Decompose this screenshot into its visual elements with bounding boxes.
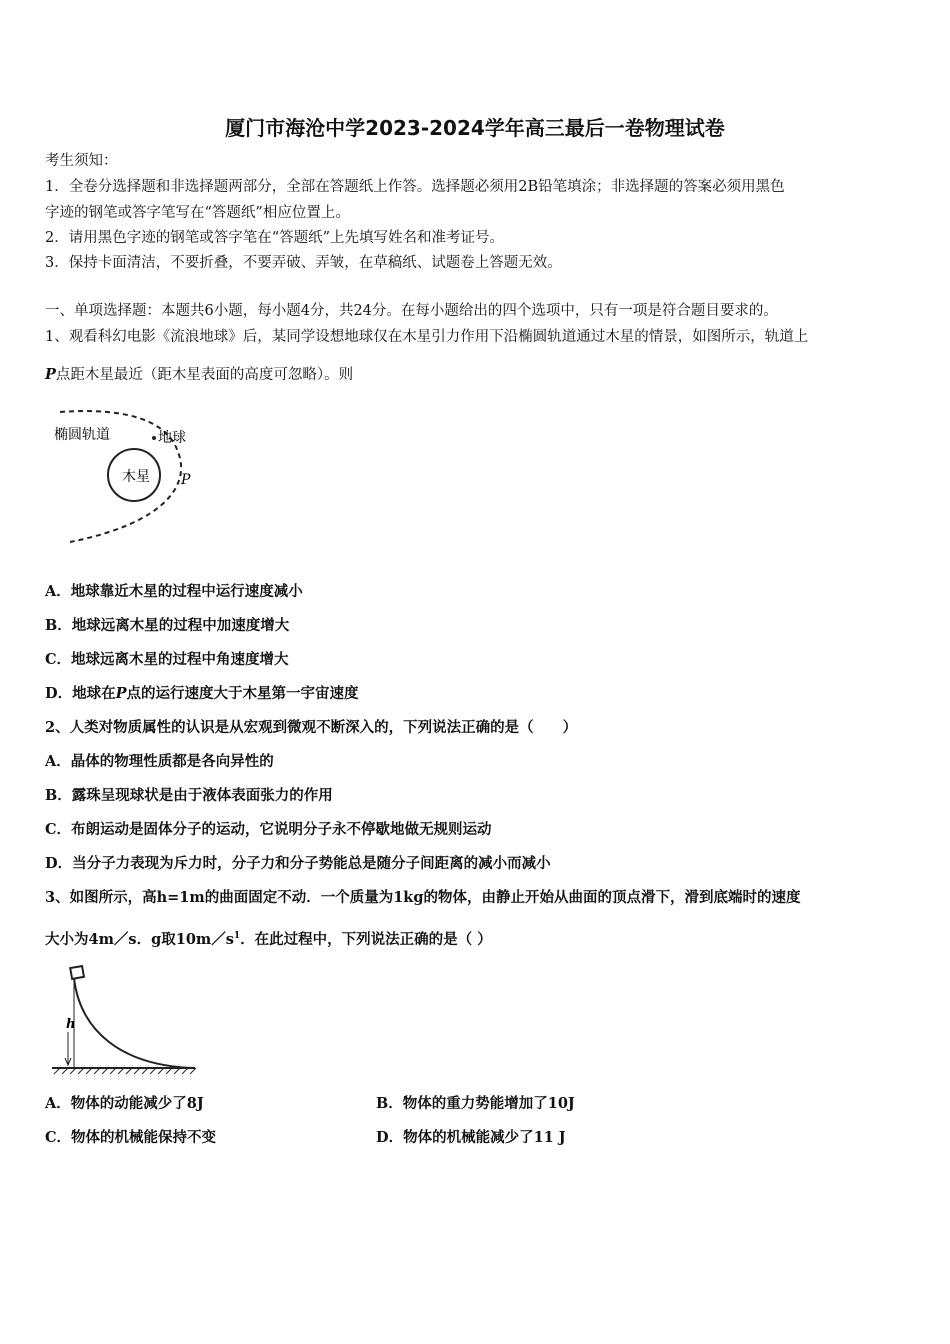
earth-label: 地球 — [158, 430, 186, 446]
point-p-figure-label: P — [181, 472, 191, 488]
section-heading: 一、单项选择题：本题共6小题，每小题4分，共24分。在每小题给出的四个选项中，只有一项是符合题目要求的。 — [45, 303, 778, 319]
q2-option-a: A．晶体的物理性质都是各向异性的 — [45, 753, 274, 770]
question-3-stem-cont — [45, 926, 492, 950]
q3-stem-text-b: ．在此过程中，下列说法正确的是（ ） — [240, 930, 492, 948]
block-object — [70, 966, 84, 979]
q1-option-a: A．地球靠近木星的过程中运行速度减小 — [45, 583, 303, 600]
notice-item: 字迹的钢笔或答字笔写在“答题纸”相应位置上。 — [45, 205, 350, 221]
q3-option-c: C．物体的机械能保持不变 — [45, 1129, 217, 1146]
q1-option-d-prefix: D．地球在 — [45, 685, 116, 702]
q1-option-c: C．地球远离木星的过程中角速度增大 — [45, 651, 289, 668]
question-1-stem: 1、观看科幻电影《流浪地球》后，某同学设想地球仅在木星引力作用下沿椭圆轨道通过木星的情景，如图所示，轨道上 — [45, 329, 809, 345]
notice-item: 3．保持卡面清洁，不要折叠，不要弄破、弄皱，在草稿纸、试题卷上答题无效。 — [45, 255, 562, 271]
q3-stem-text-a: 大小为4m／s．g取10m／s — [45, 930, 234, 948]
q3-option-b: B．物体的重力势能增加了10J — [376, 1095, 575, 1112]
q2-option-d: D．当分子力表现为斥力时，分子力和分子势能总是随分子间距离的减小而减小 — [45, 855, 551, 872]
q3-option-a: A．物体的动能减少了8J — [45, 1095, 204, 1112]
page-title: 厦门市海沧中学2023-2024学年高三最后一卷物理试卷 — [225, 116, 725, 140]
q1-option-d — [45, 684, 358, 704]
slope-figure — [50, 960, 200, 1080]
jupiter-label: 木星 — [122, 469, 150, 485]
question-3-stem: 3、如图所示，高h=1m的曲面固定不动．一个质量为1kg的物体，由静止开始从曲面的顶点滑下，滑到底端时的速度 — [45, 889, 801, 906]
question-1-stem-cont — [45, 365, 353, 385]
q1-option-b: B．地球远离木星的过程中加速度增大 — [45, 617, 290, 634]
q2-option-c: C．布朗运动是固体分子的运动，它说明分子永不停歇地做无规则运动 — [45, 821, 492, 838]
q1-option-d-suffix: 点的运行速度大于木星第一宇宙速度 — [126, 685, 359, 702]
orbit-figure — [50, 402, 220, 552]
q3-option-d: D．物体的机械能减少了11 J — [376, 1129, 566, 1146]
notice-item: 2．请用黑色字迹的钢笔或答字笔在“答题纸”上先填写姓名和准考证号。 — [45, 230, 505, 246]
q1-option-d-point: P — [115, 685, 127, 702]
notice-heading: 考生须知： — [45, 153, 118, 169]
question-1-stem-text: 点距木星最近（距木星表面的高度可忽略）。则 — [55, 367, 354, 383]
q2-option-b: B．露珠呈现球状是由于液体表面张力的作用 — [45, 787, 333, 804]
point-p-label: P — [45, 366, 56, 383]
notice-item: 1．全卷分选择题和非选择题两部分，全部在答题纸上作答。选择题必须用2B铅笔填涂；非选择题的答案必须用黑色 — [45, 179, 785, 195]
question-2-stem: 2、人类对物质属性的认识是从宏观到微观不断深入的，下列说法正确的是（ ） — [45, 719, 578, 736]
orbit-label: 椭圆轨道 — [54, 427, 110, 443]
curved-slope — [74, 978, 192, 1068]
height-label: h — [66, 1017, 76, 1032]
q3-stem-exponent: 1 — [233, 931, 241, 941]
earth-dot — [152, 436, 156, 440]
